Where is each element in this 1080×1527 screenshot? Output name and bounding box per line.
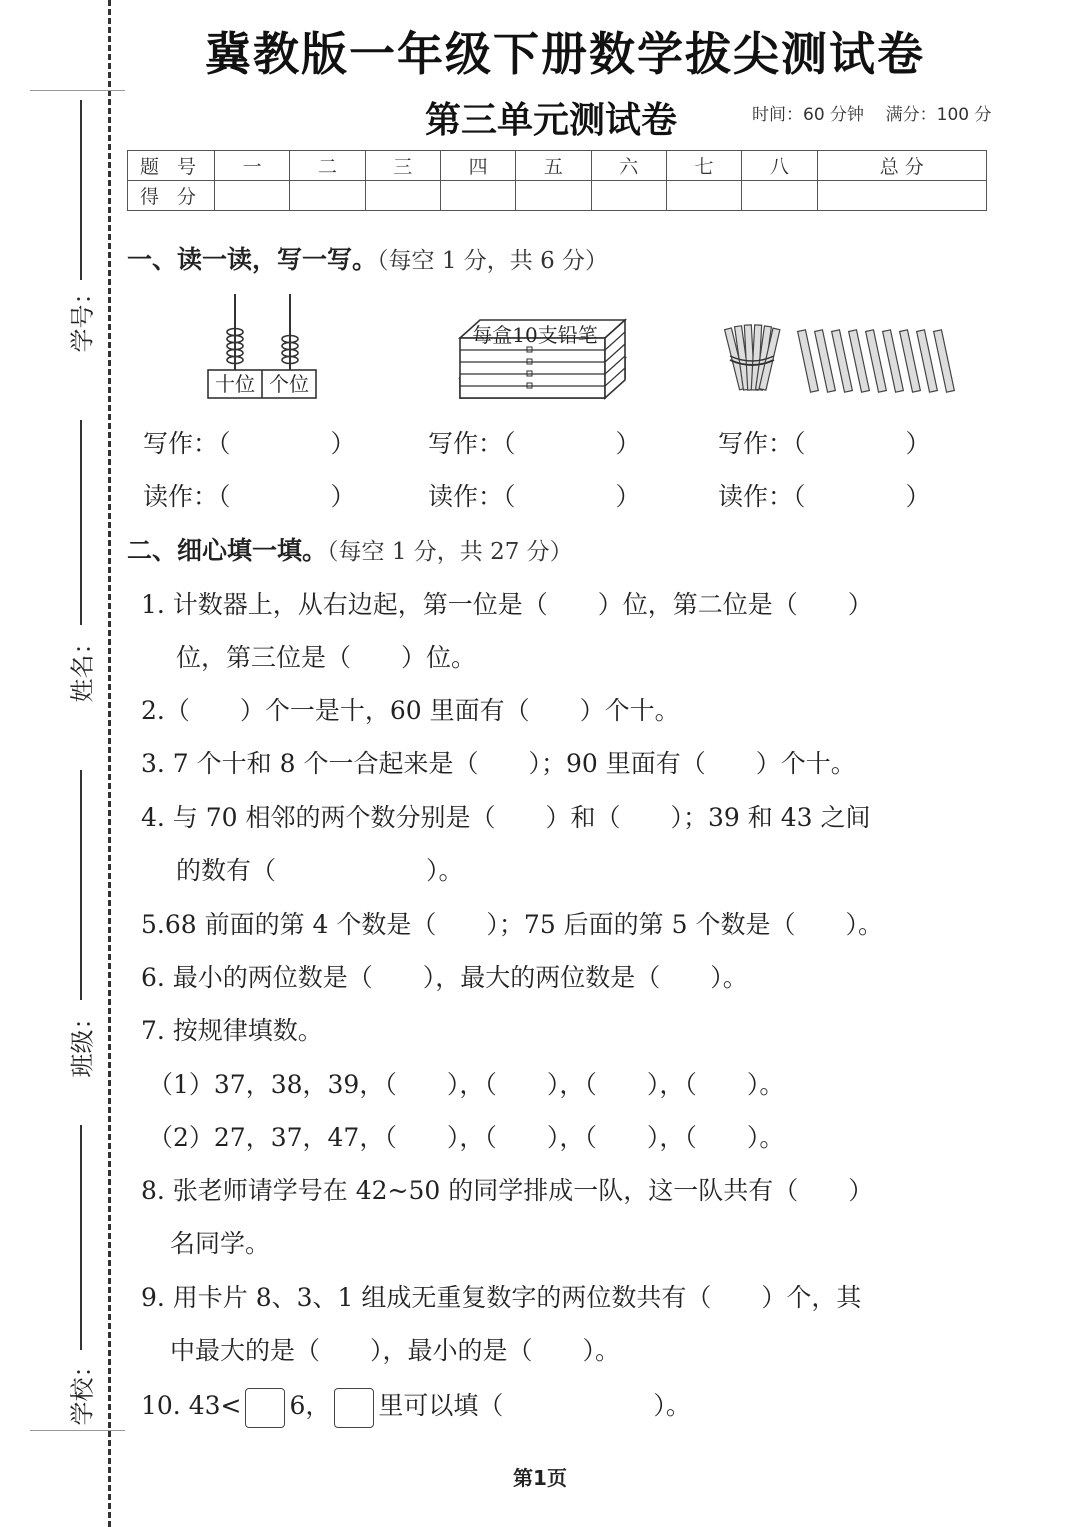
read-blank-3[interactable]: 读作：（ ） <box>718 482 931 511</box>
pencil-boxes-illustration <box>455 318 630 403</box>
read-blank-2[interactable]: 读作：（ ） <box>428 482 641 511</box>
score-cell[interactable] <box>591 181 666 211</box>
name-write-line <box>80 420 82 625</box>
score-header-cell: 四 <box>440 151 515 181</box>
question-1-line2[interactable]: 位，第三位是（ ）位。 <box>176 643 477 672</box>
school-label: 学校： <box>68 1353 97 1426</box>
section2-heading <box>127 531 573 567</box>
id-write-line <box>80 100 82 280</box>
score-cell[interactable] <box>516 181 591 211</box>
question-7-part-2[interactable]: （2）27，37，47，（ ），（ ），（ ），（ ）。 <box>148 1123 785 1152</box>
score-cell[interactable] <box>440 181 515 211</box>
score-header-cell: 二 <box>290 151 365 181</box>
score-cell[interactable] <box>215 181 290 211</box>
question-7: 7. 按规律填数。 <box>141 1016 323 1045</box>
score-row-label: 得 分 <box>128 181 215 211</box>
question-7-part-1[interactable]: （1）37，38，39，（ ），（ ），（ ），（ ）。 <box>148 1070 785 1099</box>
question-10-prefix: 10. 43< <box>141 1391 242 1420</box>
question-4-line2[interactable]: 的数有（ ）。 <box>176 856 464 885</box>
abacus-tens-label: 十位 <box>215 372 255 396</box>
student-id-label: 学号： <box>68 280 97 353</box>
question-6[interactable]: 6. 最小的两位数是（ ），最大的两位数是（ ）。 <box>141 963 748 992</box>
score-cell[interactable] <box>742 181 817 211</box>
binding-top-rule <box>30 90 125 91</box>
score-header-cell: 八 <box>742 151 817 181</box>
question-4-line1[interactable]: 4. 与 70 相邻的两个数分别是（ ）和（ ）；39 和 43 之间 <box>141 803 871 832</box>
write-blank-1[interactable]: 写作：（ ） <box>143 429 356 458</box>
exam-meta <box>752 100 992 125</box>
question-5[interactable]: 5.68 前面的第 4 个数是（ ）；75 后面的第 5 个数是（ ）。 <box>141 910 883 939</box>
score-header-cell: 三 <box>365 151 440 181</box>
pencil-box-label: 每盒10支铅笔 <box>472 323 598 347</box>
question-9-line2[interactable]: 中最大的是（ ），最小的是（ ）。 <box>170 1336 621 1365</box>
score-header-cell: 七 <box>666 151 741 181</box>
question-3[interactable]: 3. 7 个十和 8 个一合起来是（ ）；90 里面有（ ）个十。 <box>141 749 856 778</box>
section2-note: （每空 1 分，共 27 分） <box>327 539 573 565</box>
question-10-suffix[interactable]: 里可以填（ ）。 <box>378 1391 691 1420</box>
score-header-cell: 题 号 <box>128 151 215 181</box>
answer-box-2[interactable] <box>334 1388 374 1428</box>
question-8-line1[interactable]: 8. 张老师请学号在 42~50 的同学排成一队，这一队共有（ ） <box>141 1176 874 1205</box>
unit-subtitle: 第三单元测试卷 <box>425 100 678 141</box>
write-blank-3[interactable]: 写作：（ ） <box>718 429 931 458</box>
score-cell[interactable] <box>666 181 741 211</box>
question-8-line2: 名同学。 <box>170 1229 271 1258</box>
question-10 <box>141 1386 691 1428</box>
score-header-cell: 五 <box>516 151 591 181</box>
time-limit: 时间：60 分钟 <box>752 105 865 125</box>
section1-title: 一、读一读，写一写。 <box>127 245 378 274</box>
binding-dashed-line <box>108 0 111 1527</box>
loose-sticks <box>798 330 955 392</box>
page-title: 冀教版一年级下册数学拔尖测试卷 <box>205 27 925 81</box>
question-1-line1[interactable]: 1. 计数器上，从右边起，第一位是（ ）位，第二位是（ ） <box>141 590 873 619</box>
write-blank-2[interactable]: 写作：（ ） <box>428 429 641 458</box>
score-cell[interactable] <box>365 181 440 211</box>
score-cell[interactable] <box>817 181 987 211</box>
sticks-illustration <box>722 322 967 397</box>
abacus-illustration <box>200 292 325 402</box>
question-10-middle: 6， <box>289 1391 331 1420</box>
score-header-cell: 一 <box>215 151 290 181</box>
binding-bottom-rule <box>30 1430 125 1431</box>
section1-heading <box>127 240 608 276</box>
question-9-line1[interactable]: 9. 用卡片 8、3、1 组成无重复数字的两位数共有（ ）个，其 <box>141 1283 862 1312</box>
score-table <box>127 150 987 211</box>
abacus-ones-label: 个位 <box>269 372 309 396</box>
section1-note: （每空 1 分，共 6 分） <box>377 248 609 274</box>
score-table-header-row <box>128 151 987 181</box>
score-header-cell: 六 <box>591 151 666 181</box>
class-write-line <box>80 770 82 1000</box>
score-table-score-row <box>128 181 987 211</box>
class-label: 班级： <box>68 1005 97 1078</box>
read-blank-1[interactable]: 读作：（ ） <box>143 482 356 511</box>
student-name-label: 姓名： <box>68 630 97 703</box>
score-cell[interactable] <box>290 181 365 211</box>
section2-title: 二、细心填一填。 <box>127 536 328 565</box>
score-header-cell: 总 分 <box>817 151 987 181</box>
page-number: 第1页 <box>513 1466 567 1490</box>
school-write-line <box>80 1125 82 1350</box>
answer-box-1[interactable] <box>245 1388 285 1428</box>
question-2[interactable]: 2.（ ）个一是十，60 里面有（ ）个十。 <box>141 696 680 725</box>
full-score: 满分：100 分 <box>885 105 992 125</box>
